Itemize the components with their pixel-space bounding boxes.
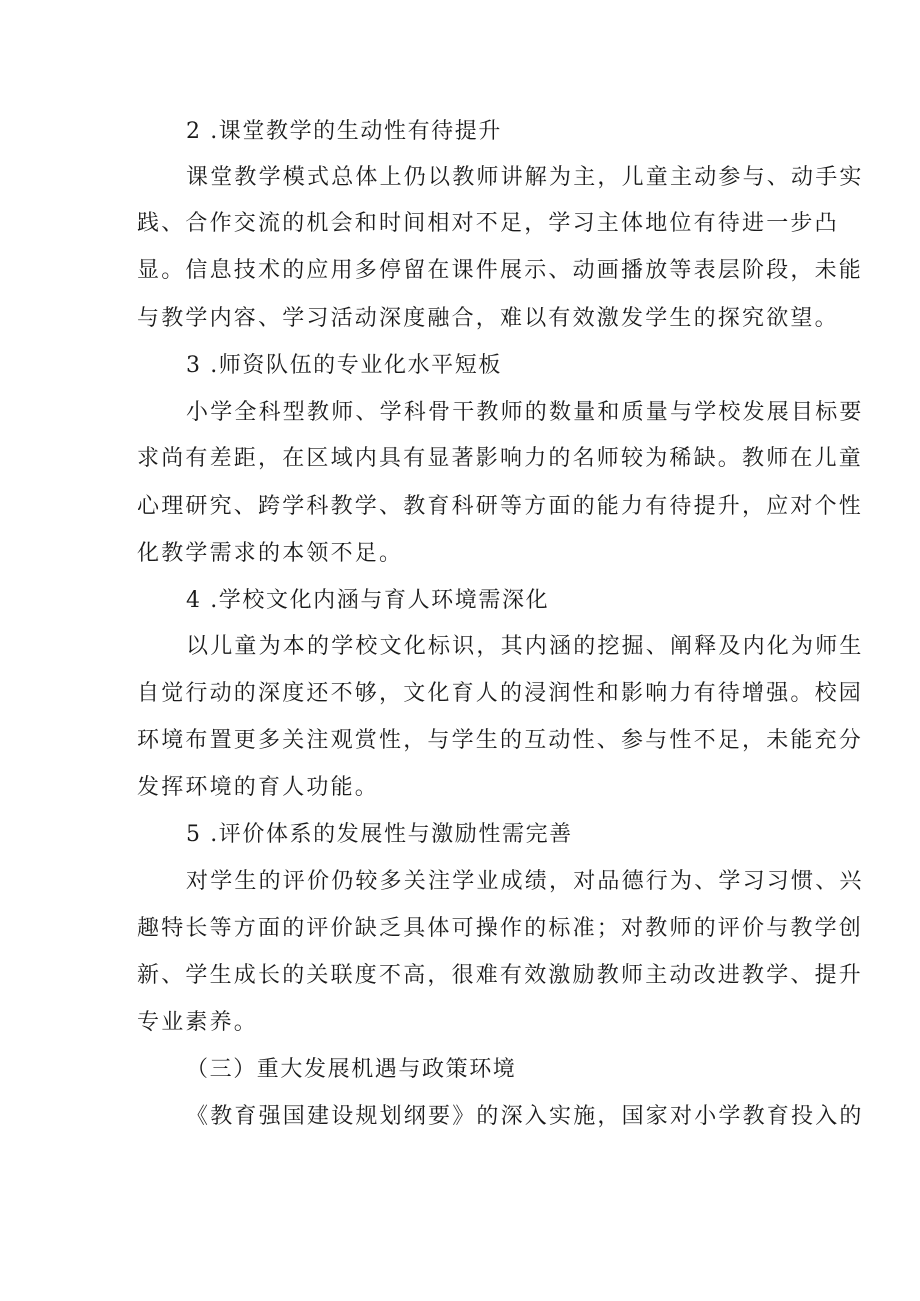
paragraph-line: 新、学生成长的关联度不高，很难有效激励教师主动改进教学、提升 <box>137 963 864 988</box>
paragraph-line: 课堂教学模式总体上仍以教师讲解为主，儿童主动参与、动手实 <box>186 165 864 190</box>
paragraph-line: 《教育强国建设规划纲要》的深入实施，国家对小学教育投入的 <box>186 1104 864 1129</box>
paragraph-line: 心理研究、跨学科教学、教育科研等方面的能力有待提升，应对个性 <box>137 494 864 519</box>
paragraph-line: 化教学需求的本领不足。 <box>137 541 404 566</box>
paragraph-line: 发挥环境的育人功能。 <box>137 775 380 800</box>
paragraph-line: 显。信息技术的应用多停留在课件展示、动画播放等表层阶段，未能 <box>137 258 864 283</box>
section-heading: 2 .课堂教学的生动性有待提升 <box>186 119 502 144</box>
section-heading: 3 .师资队伍的专业化水平短板 <box>186 353 502 378</box>
paragraph-line: 环境布置更多关注观赏性，与学生的互动性、参与性不足，未能充分 <box>137 728 864 753</box>
paragraph-line: 趣特长等方面的评价缺乏具体可操作的标准；对教师的评价与教学创 <box>137 916 864 941</box>
paragraph-line: 践、合作交流的机会和时间相对不足，学习主体地位有待进一步凸 <box>137 211 839 236</box>
section-heading: （三）重大发展机遇与政策环境 <box>186 1057 517 1082</box>
paragraph-line: 以儿童为本的学校文化标识，其内涵的挖掘、阐释及内化为师生 <box>186 634 864 659</box>
paragraph-line: 小学全科型教师、学科骨干教师的数量和质量与学校发展目标要 <box>186 400 864 425</box>
paragraph-line: 与教学内容、学习活动深度融合，难以有效激发学生的探究欲望。 <box>137 306 839 331</box>
section-heading: 4 .学校文化内涵与育人环境需深化 <box>186 588 550 613</box>
paragraph-line: 求尚有差距，在区域内具有显著影响力的名师较为稀缺。教师在儿童 <box>137 446 864 471</box>
section-heading: 5 .评价体系的发展性与激励性需完善 <box>186 822 573 847</box>
paragraph-line: 自觉行动的深度还不够，文化育人的浸润性和影响力有待增强。校园 <box>137 681 864 706</box>
paragraph-line: 对学生的评价仍较多关注学业成绩，对品德行为、学习习惯、兴 <box>186 869 864 894</box>
paragraph-line: 专业素养。 <box>137 1010 259 1035</box>
